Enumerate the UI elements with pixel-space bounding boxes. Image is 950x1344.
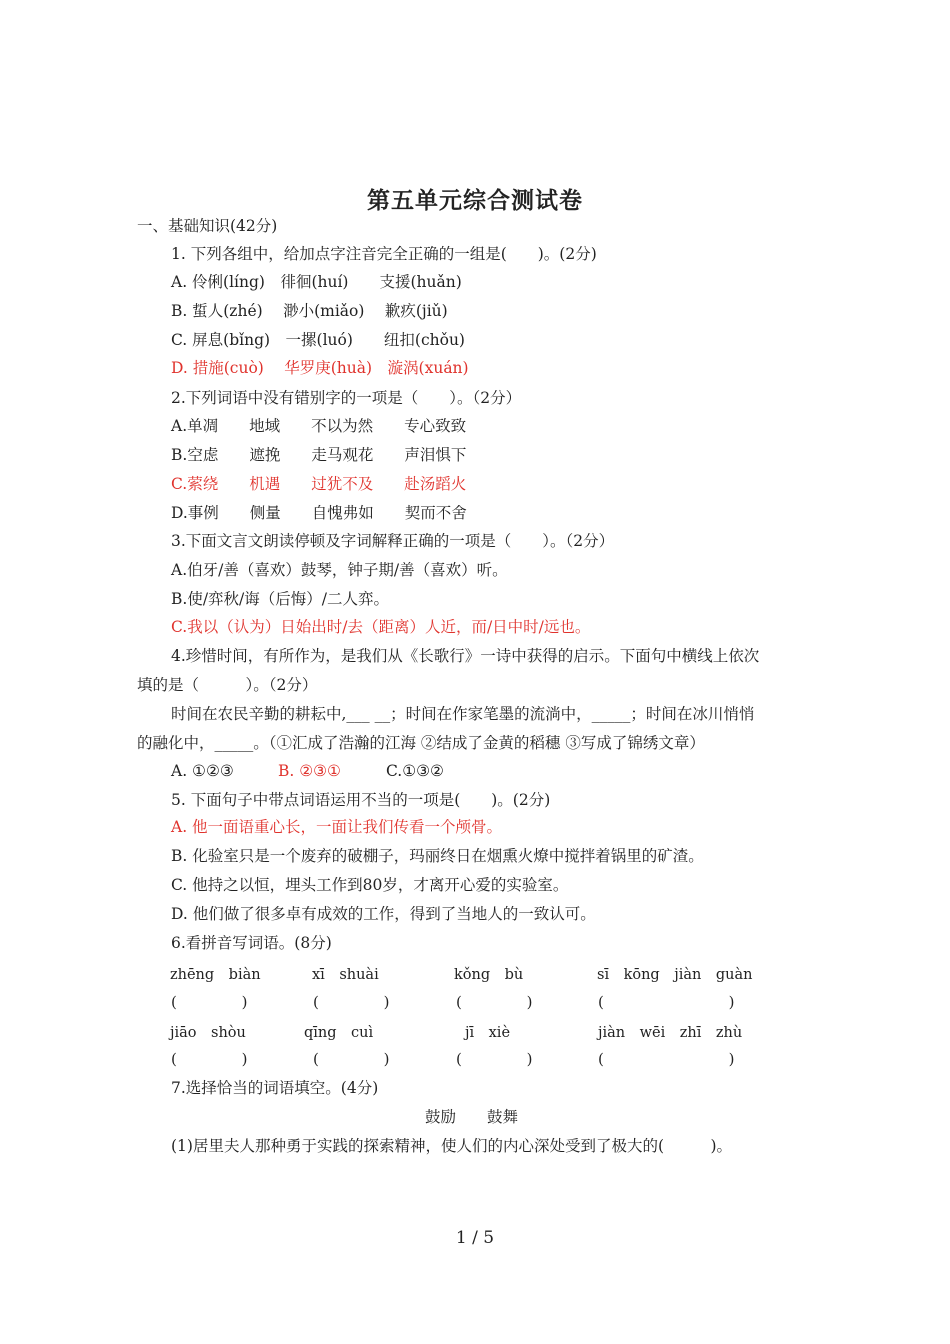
pinyin-8: jiàn wēi zhī zhù bbox=[598, 1025, 743, 1041]
section-heading: 一、基础知识(42分) bbox=[137, 217, 278, 235]
answer-blank-5[interactable]: ( ) bbox=[171, 1050, 248, 1068]
pinyin-1: zhēng biàn bbox=[170, 967, 261, 983]
q4-option-c: C.①③② bbox=[386, 762, 444, 780]
answer-blank-6[interactable]: ( ) bbox=[313, 1050, 390, 1068]
answer-blank-4[interactable]: ( ) bbox=[598, 993, 735, 1011]
q2-option-d: D.事例 侧量 自愧弗如 契而不舍 bbox=[171, 504, 467, 522]
page-title: 第五单元综合测试卷 bbox=[367, 188, 583, 214]
q7-item-1: (1)居里夫人那种勇于实践的探索精神，使人们的内心深处受到了极大的( )。 bbox=[171, 1137, 733, 1155]
q5-stem: 5. 下面句子中带点词语运用不当的一项是( )。(2分) bbox=[171, 791, 551, 809]
q2-option-c: C.萦绕 机遇 过犹不及 赴汤蹈火 bbox=[171, 475, 467, 493]
q4-body-line2: 的融化中，_____。（①汇成了浩瀚的江海 ②结成了金黄的稻穗 ③写成了锦绣文章） bbox=[137, 734, 705, 752]
q7-word-choices: 鼓励 鼓舞 bbox=[425, 1108, 519, 1126]
q4-option-b: B. ②③① bbox=[278, 762, 341, 780]
q2-option-a: A.单凋 地域 不以为然 专心致致 bbox=[171, 417, 467, 435]
q3-option-c: C.我以（认为）日始出时/去（距离）人近，而/日中时/远也。 bbox=[171, 618, 591, 636]
q1-option-d: D. 措施(cuò) 华罗庚(huà) 漩涡(xuán) bbox=[171, 359, 469, 377]
q4-body-line1: 时间在农民辛勤的耕耘中,___ __；时间在作家笔墨的流淌中，_____；时间在冰川悄悄 bbox=[171, 705, 755, 723]
answer-blank-3[interactable]: ( ) bbox=[456, 993, 533, 1011]
answer-blank-7[interactable]: ( ) bbox=[456, 1050, 533, 1068]
q2-option-b: B.空虑 遮挽 走马观花 声泪惧下 bbox=[171, 446, 467, 464]
q7-stem: 7.选择恰当的词语填空。(4分) bbox=[171, 1079, 379, 1097]
q3-stem: 3.下面文言文朗读停顿及字词解释正确的一项是（ ）。（2分） bbox=[171, 532, 615, 550]
q2-stem: 2.下列词语中没有错别字的一项是（ ）。（2分） bbox=[171, 389, 522, 407]
q6-stem: 6.看拼音写词语。(8分) bbox=[171, 934, 332, 952]
q1-option-c: C. 屏息(bǐng) 一摞(luó) 纽扣(chǒu) bbox=[171, 331, 465, 349]
pinyin-6: qīng cuì bbox=[304, 1025, 374, 1041]
q4-stem-line1: 4.珍惜时间，有所作为，是我们从《长歌行》一诗中获得的启示。下面句中横线上依次 bbox=[171, 647, 760, 665]
q5-option-c: C. 他持之以恒，埋头工作到80岁，才离开心爱的实验室。 bbox=[171, 876, 569, 894]
pinyin-2: xī shuài bbox=[312, 967, 379, 983]
pinyin-3: kǒng bù bbox=[454, 967, 524, 983]
answer-blank-1[interactable]: ( ) bbox=[171, 993, 248, 1011]
page-number: 1 / 5 bbox=[455, 1228, 495, 1248]
pinyin-4: sī kōng jiàn guàn bbox=[597, 967, 753, 983]
pinyin-7: jī xiè bbox=[465, 1025, 511, 1041]
q4-option-a: A. ①②③ bbox=[171, 762, 234, 780]
q5-option-a: A. 他一面语重心长，一面让我们传看一个颅骨。 bbox=[171, 818, 503, 836]
answer-blank-2[interactable]: ( ) bbox=[313, 993, 390, 1011]
q1-option-b: B. 蜇人(zhé) 渺小(miǎo) 歉疚(jiǔ) bbox=[171, 302, 448, 320]
pinyin-5: jiāo shòu bbox=[170, 1025, 246, 1041]
q5-option-b: B. 化验室只是一个废弃的破棚子，玛丽终日在烟熏火燎中搅拌着锅里的矿渣。 bbox=[171, 847, 704, 865]
q3-option-b: B.使/弈秋/诲（后悔）/二人弈。 bbox=[171, 590, 389, 608]
q1-stem: 1. 下列各组中，给加点字注音完全正确的一组是( )。(2分) bbox=[171, 245, 597, 263]
q5-option-d: D. 他们做了很多卓有成效的工作，得到了当地人的一致认可。 bbox=[171, 905, 596, 923]
q1-option-a: A. 伶俐(líng) 徘徊(huí) 支援(huǎn) bbox=[171, 273, 462, 291]
q4-stem-line2: 填的是（ ）。（2分） bbox=[137, 676, 318, 694]
q3-option-a: A.伯牙/善（喜欢）鼓琴，钟子期/善（喜欢）听。 bbox=[171, 561, 508, 579]
answer-blank-8[interactable]: ( ) bbox=[598, 1050, 735, 1068]
